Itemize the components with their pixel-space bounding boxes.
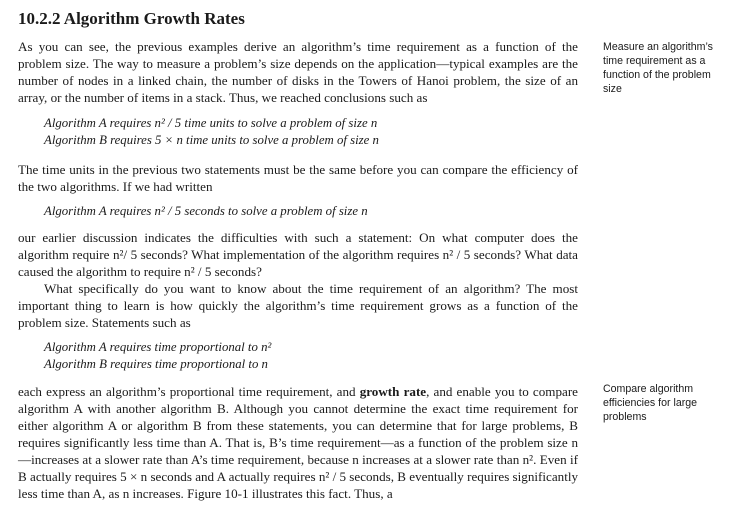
paragraph-growth-question: What specifically do you want to know about the time requirement of an algorithm? The most important thing to learn is how quickly the algorithm’s time requirement grows as a function of the problem size. Statements such as <box>18 281 578 330</box>
statement-algorithm-a-proportional: Algorithm A requires time proportional to n² <box>44 340 272 354</box>
paragraph-time-units: The time units in the previous two statements must be the same before you can compare the efficiency of the two algorithms. If we had written <box>18 162 578 194</box>
growth-rate-text-before: each express an algorithm’s proportional time requirement, and <box>18 384 360 399</box>
statement-algorithm-a-time-units: Algorithm A requires n² / 5 time units to solve a problem of size n <box>44 116 378 130</box>
section-heading: 10.2.2 Algorithm Growth Rates <box>18 9 245 28</box>
statement-algorithm-a-seconds: Algorithm A requires n² / 5 seconds to solve a problem of size n <box>44 204 368 218</box>
statement-algorithm-b-time-units: Algorithm B requires 5 × n time units to solve a problem of size n <box>44 133 379 147</box>
math-block-time-units <box>44 115 564 149</box>
growth-rate-term: growth rate <box>359 384 427 399</box>
statement-algorithm-b-proportional: Algorithm B requires time proportional to n <box>44 357 268 371</box>
paragraph-intro: As you can see, the previous examples derive an algorithm’s time requirement as a function of the problem size. The way to measure a problem’s size depends on the application—typical examples are the number of nodes in a linked chain, the number of disks in the Towers of Hanoi problem, the size of an array, or the number of items in a stack. Thus, we reached conclusions such as <box>18 39 578 105</box>
margin-note-measure: Measure an algorithm’s time requirement as a function of the problem size <box>603 41 713 95</box>
paragraph-growth-rate <box>18 383 578 502</box>
math-block-proportional <box>44 339 564 373</box>
paragraph-difficulties: our earlier discussion indicates the difficulties with such a statement: On what computer does the algorithm require n²/ 5 seconds? What implementation of the algorithm requires n² / 5 seconds? What data caused the algorithm to require n² / 5 seconds? <box>18 230 578 279</box>
margin-note-compare: Compare algorithm efficiencies for large problems <box>603 383 698 423</box>
growth-rate-text-after: , and enable you to compare algorithm A with another algorithm B. Although you cannot determine the exact time requirement for either algorithm A or algorithm B from these statements, you can determine that for large problems, B requires significantly less time than A. That is, B’s time requirement—as a function of the problem size n—increases at a slower rate than A’s time requirement, because n increases at a slower rate than n². Even if B actually requires 5 × n seconds and A actually requires n² / 5 seconds, B eventually requires significantly less time than A, as n increases. Figure 10-1 illustrates this fact. Thus, a <box>18 384 579 501</box>
math-block-seconds <box>44 203 564 220</box>
